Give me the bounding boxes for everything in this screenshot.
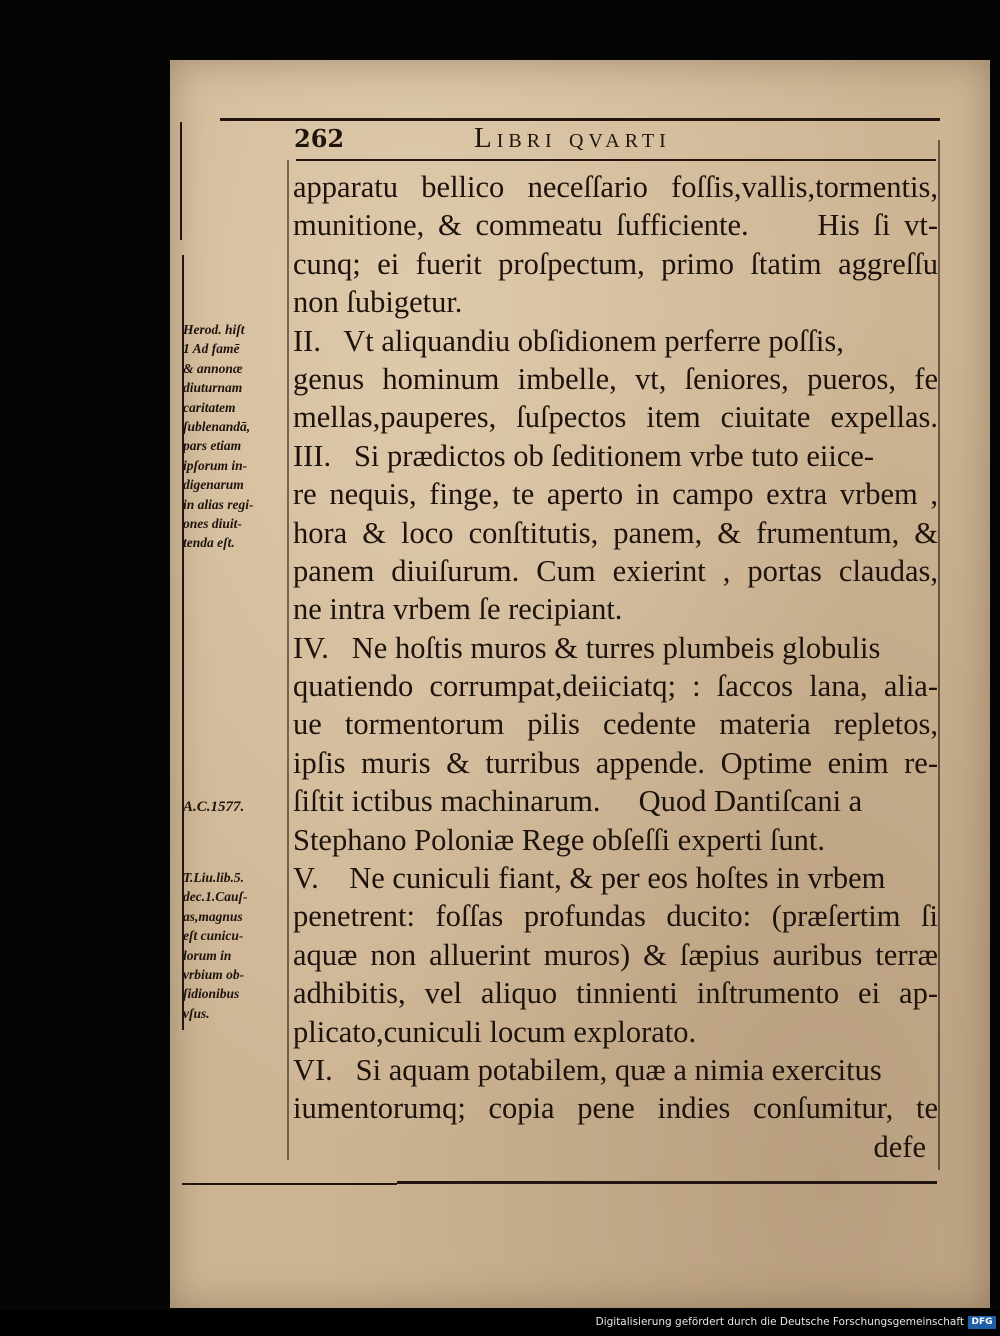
- text-line: III. Si prædictos ob ſeditionem vrbe tuto eiice-: [293, 438, 875, 473]
- margin-line: 1 Ad famē: [183, 341, 240, 357]
- margin-line: pars etiam: [183, 438, 242, 454]
- text-line: VI. Si aquam potabilem, quæ a nimia exercitus: [293, 1052, 882, 1087]
- text-line: hora & loco conſtitutis, panem, & frumentum, &: [293, 515, 938, 550]
- margin-line: ipſorum in-: [183, 457, 248, 473]
- margin-line: vrbium ob-: [183, 967, 245, 983]
- text-line: plicato,cuniculi locum explorato.: [293, 1014, 697, 1049]
- margin-rule-left: [180, 122, 182, 240]
- body-text: [293, 168, 938, 1166]
- bottom-rule-2: [397, 1181, 937, 1184]
- text-line: non ſubigetur.: [293, 285, 463, 320]
- margin-line: ones diuit-: [183, 516, 242, 532]
- text-line: ue tormentorum pilis cedente materia repletos,: [293, 707, 938, 742]
- text-line: adhibitis, vel aliquo tinnienti inſtrumento ei ap-: [293, 976, 938, 1011]
- text-line: cunq; ei fuerit proſpectum, primo ſtatim aggreſſu: [293, 246, 938, 281]
- margin-line: ſidionibus: [183, 986, 240, 1002]
- margin-line: vſus.: [183, 1005, 210, 1021]
- margin-line: & annonæ: [183, 360, 243, 376]
- text-line: genus hominum imbelle, vt, ſeniores, pueros, fe: [293, 361, 938, 396]
- margin-line: in alias regi-: [183, 496, 254, 512]
- marginal-note-date: [183, 798, 283, 817]
- bottom-rule: [182, 1183, 397, 1185]
- margin-line: dec.1.Cauſ-: [183, 889, 248, 905]
- text-line: Stephano Poloniæ Rege obſeſſi experti ſunt.: [293, 822, 825, 857]
- page-number: 262: [294, 124, 345, 153]
- margin-line: digenarum: [183, 477, 244, 493]
- text-line: aquæ non alluerint muros) & ſæpius auribus terræ: [293, 937, 938, 972]
- marginal-note-livy: [183, 868, 283, 1023]
- margin-line: eſt cunicu-: [183, 928, 244, 944]
- text-line: ſiſtit ictibus machinarum. Quod Dantiſcani a: [293, 784, 863, 819]
- right-column-rule: [938, 140, 940, 1170]
- text-line: apparatu bellico neceſſario foſſis,vallis,tormentis,: [293, 170, 938, 204]
- text-line: mellas,pauperes, ſuſpectos item ciuitate expellas.: [293, 400, 938, 435]
- text-line: munitione, & commeatu ſufficiente. His ſi vt-: [293, 208, 938, 243]
- margin-line: as,magnus: [183, 908, 243, 924]
- margin-line: tenda eſt.: [183, 535, 235, 551]
- text-line: ne intra vrbem ſe recipiant.: [293, 592, 623, 627]
- header-underline: [296, 159, 936, 161]
- text-line: iumentorumq; copia pene indies conſumitur, te: [293, 1091, 938, 1126]
- margin-line: Herod. hiſt: [183, 322, 245, 337]
- margin-line: diuturnam: [183, 380, 243, 396]
- text-line: panem diuiſurum. Cum exierint , portas claudas,: [293, 553, 938, 588]
- marginal-note-herodotus: [183, 320, 283, 553]
- margin-line: lorum in: [183, 947, 232, 963]
- text-line: ipſis muris & turribus appende. Optime enim re-: [293, 745, 938, 780]
- text-line: IV. Ne hoſtis muros & turres plumbeis globulis: [293, 630, 881, 665]
- text-line: V. Ne cuniculi fiant, & per eos hoſtes in vrbem: [293, 861, 886, 896]
- text-line: II. Vt aliquandiu obſidionem perferre poſſis,: [293, 323, 844, 358]
- dfg-logo-icon: DFG: [968, 1316, 996, 1329]
- text-line: quatiendo corrumpat,deiiciatq; : ſaccos lana, alia-: [293, 669, 938, 704]
- funding-credit: Digitalisierung gefördert durch die Deutsche Forschungsgemeinschaft: [595, 1316, 964, 1328]
- text-line: re nequis, finge, te aperto in campo extra vrbem ,: [293, 477, 938, 512]
- running-head: Libri qvarti: [474, 122, 671, 154]
- margin-line: ſublenandā,: [183, 419, 251, 435]
- margin-line: caritatem: [183, 399, 236, 415]
- margin-line: T.Liu.lib.5.: [183, 870, 245, 885]
- footer-bar: [0, 1310, 1000, 1336]
- text-line: penetrent: foſſas profundas ducito: (præſertim ſi: [293, 899, 938, 934]
- text-column-rule: [287, 160, 289, 1160]
- catchword: defe: [873, 1129, 926, 1164]
- margin-line: A.C.1577.: [183, 799, 245, 815]
- page-header: [292, 120, 932, 158]
